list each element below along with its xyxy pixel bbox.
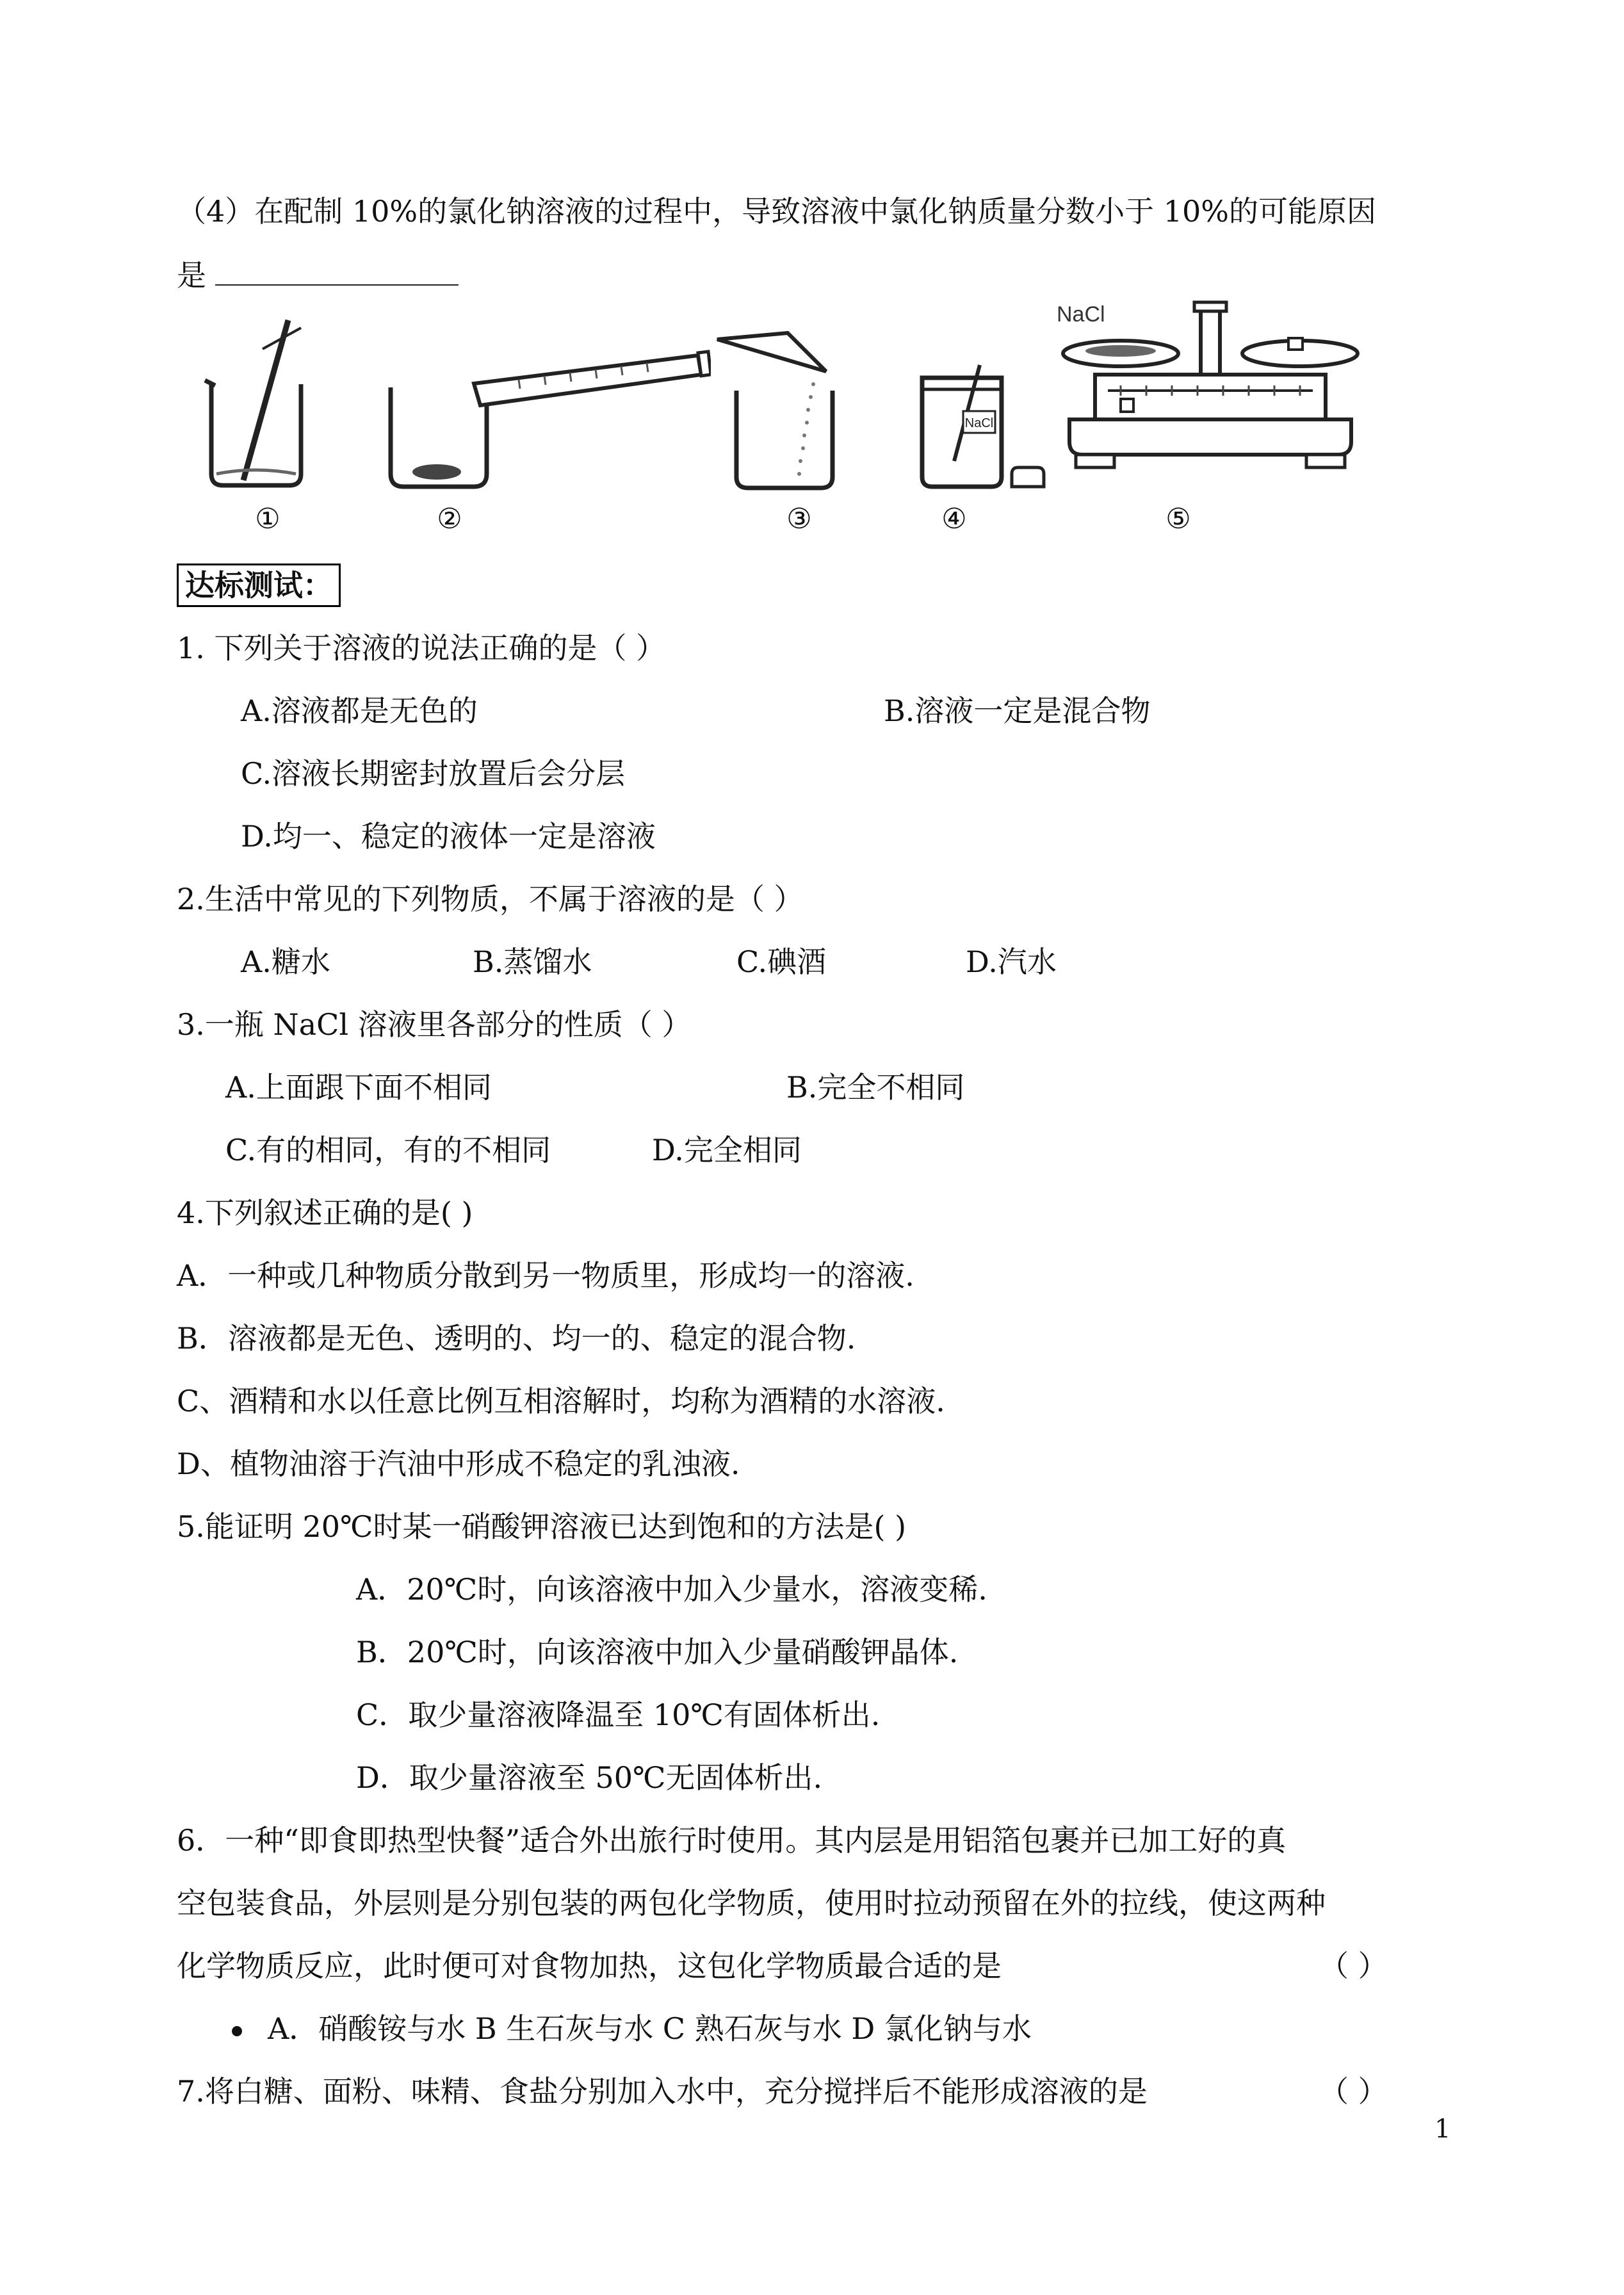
q5-option-c: C．取少量溶液降温至 10℃有固体析出. xyxy=(356,1698,881,1732)
bullet-icon xyxy=(232,2026,242,2036)
jar-label: NaCl xyxy=(964,416,994,430)
reagent-jar-figure xyxy=(909,359,1050,493)
q2-option-d: D.汽水 xyxy=(966,945,1057,979)
q5-option-a: A．20℃时，向该溶液中加入少量水，溶液变稀. xyxy=(356,1572,987,1607)
q6-options xyxy=(232,2009,1032,2048)
figure-label-1: ① xyxy=(255,503,280,535)
q5-option-b: B．20℃时，向该溶液中加入少量硝酸钾晶体. xyxy=(356,1635,959,1669)
figure-label-4: ④ xyxy=(941,503,967,535)
q5-stem: 5.能证明 20℃时某一硝酸钾溶液已达到饱和的方法是( ) xyxy=(177,1509,907,1544)
q2-option-c: C.碘酒 xyxy=(736,945,827,979)
q2-stem: 2.生活中常见的下列物质，不属于溶液的是（ ） xyxy=(177,882,804,916)
q3-option-b: B.完全不相同 xyxy=(786,1070,965,1105)
section-title: 达标测试： xyxy=(177,564,341,607)
q6-line-2: 空包装食品，外层则是分别包装的两包化学物质，使用时拉动预留在外的拉线，使这两种 xyxy=(177,1886,1326,1920)
q2-option-b: B.蒸馏水 xyxy=(473,945,592,979)
answer-blank[interactable] xyxy=(215,261,459,286)
q2-option-a: A.糖水 xyxy=(241,945,330,979)
q5-option-d: D．取少量溶液至 50℃无固体析出. xyxy=(356,1760,823,1795)
q7-paren: （ ） xyxy=(1319,2074,1388,2109)
q3-option-c: C.有的相同，有的不相同 xyxy=(225,1133,551,1167)
q4-stem: 4.下列叙述正确的是( ) xyxy=(177,1196,473,1230)
page-number: 1 xyxy=(1434,2114,1451,2144)
q4-option-c: C、酒精和水以任意比例互相溶解时，均称为酒精的水溶液. xyxy=(177,1384,945,1418)
figure-label-5: ⑤ xyxy=(1165,503,1191,535)
q1-option-c: C.溶液长期密封放置后会分层 xyxy=(241,756,626,791)
q1-option-b: B.溶液一定是混合物 xyxy=(884,693,1151,728)
pour-cylinder-figure xyxy=(378,330,711,493)
q1-stem: 1. 下列关于溶液的说法正确的是（ ） xyxy=(177,631,666,665)
balance-scale-figure xyxy=(1050,295,1370,499)
figure-label-2: ② xyxy=(437,503,462,535)
figure-label-3: ③ xyxy=(786,503,812,535)
pour-solid-figure xyxy=(711,327,865,493)
q6-paren: （ ） xyxy=(1319,1949,1388,1983)
q4-option-b: B．溶液都是无色、透明的、均一的、稳定的混合物. xyxy=(177,1321,856,1356)
intro-line-1: （4）在配制 10%的氯化钠溶液的过程中，导致溶液中氯化钠质量分数小于 10%的可能原因 xyxy=(177,194,1376,229)
q3-option-a: A.上面跟下面不相同 xyxy=(225,1070,492,1105)
q1-option-d: D.均一、稳定的液体一定是溶液 xyxy=(241,819,656,854)
intro-line-2-text: 是 xyxy=(177,258,206,293)
intro-line-2 xyxy=(177,256,459,295)
q6-options-text: A．硝酸铵与水 B 生石灰与水 C 熟石灰与水 D 氯化钠与水 xyxy=(268,2011,1032,2046)
beaker-stirring-figure xyxy=(199,314,314,493)
q6-line-3: 化学物质反应，此时便可对食物加热，这包化学物质最合适的是 xyxy=(177,1949,1002,1983)
q1-option-a: A.溶液都是无色的 xyxy=(241,693,478,728)
q3-option-d: D.完全相同 xyxy=(652,1133,802,1167)
balance-nacl-label: NaCl xyxy=(1057,302,1105,327)
q4-option-d: D、植物油溶于汽油中形成不稳定的乳浊液. xyxy=(177,1447,740,1481)
q7-stem: 7.将白糖、面粉、味精、食盐分别加入水中，充分搅拌后不能形成溶液的是 xyxy=(177,2074,1148,2109)
q3-stem: 3.一瓶 NaCl 溶液里各部分的性质（ ） xyxy=(177,1007,692,1042)
q4-option-a: A．一种或几种物质分散到另一物质里，形成均一的溶液. xyxy=(177,1258,914,1293)
q6-line-1: 6．一种“即食即热型快餐”适合外出旅行时使用。其内层是用铝箔包裹并已加工好的真 xyxy=(177,1823,1287,1858)
